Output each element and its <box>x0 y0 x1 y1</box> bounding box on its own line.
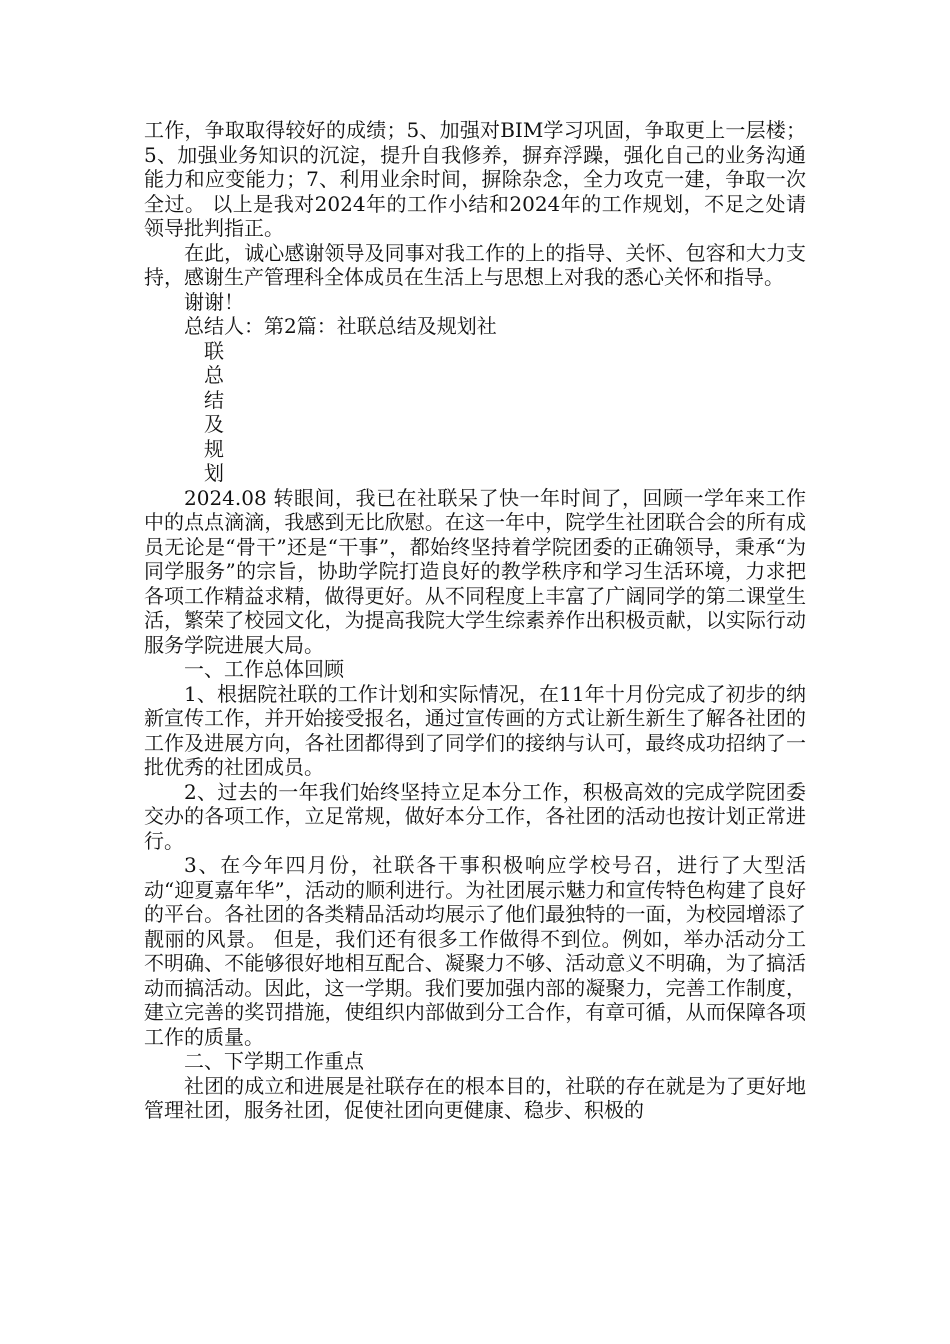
document-page <box>144 118 806 1123</box>
vertical-title-char: 联 <box>204 338 224 363</box>
vertical-title-char: 划 <box>204 461 224 485</box>
vertical-title-char: 规 <box>204 436 224 461</box>
paragraph-review-1: 1、根据院社联的工作计划和实际情况，在11年十月份完成了初步的纳新宣传工作，并开始接受报名，通过宣传画的方式让新生新生了解各社团的工作及进展方向，各社团都得到了同学们的接纳与认可，最终成功招纳了一批优秀的社团成员。 <box>144 681 806 779</box>
vertical-title-char: 结 <box>204 387 224 412</box>
vertical-title-char: 总 <box>204 363 224 387</box>
paragraph-review-3: 3、在今年四月份，社联各干事积极响应学校号召，进行了大型活动“迎夏嘉年华”，活动的顺利进行。为社团展示魅力和宣传特色构建了良好的平台。各社团的各类精品活动均展示了他们最独特的一面，为校园增添了靓丽的风景。 但是，我们还有很多工作做得不到位。例如，举办活动分工不明确、不能够很好地相互配合、凝聚力不够、活动意义不明确，为了搞活动而搞活动。因此，这一学期。我们要加强内部的凝聚力，完善工作制度，建立完善的奖罚措施，使组织内部做到分工合作，有章可循，从而保障各项工作的质量。 <box>144 853 806 1049</box>
section-heading-next-term: 二、下学期工作重点 <box>184 1049 364 1073</box>
paragraph-thank-you: 谢谢！ <box>184 289 244 314</box>
paragraph-work-plan: 工作，争取取得较好的成绩；5、加强对BIM学习巩固，争取更上一层楼；5、加强业务知识的沉淀，提升自我修养，摒弃浮躁，强化自己的业务沟通能力和应变能力；7、利用业余时间，摒除杂念，全力攻克一建，争取一次全过。 以上是我对2024年的工作小结和2024年的工作规划，不足之处请领导批判指正。 <box>144 118 806 240</box>
section-heading-review: 一、工作总体回顾 <box>184 657 344 681</box>
vertical-title-char: 及 <box>204 412 224 436</box>
paragraph-intro: 2024.08 转眼间，我已在社联呆了快一年时间了，回顾一学年来工作中的点点滴滴，我感到无比欣慰。在这一年中，院学生社团联合会的所有成员无论是“骨干”还是“干事”，都始终坚持着学院团委的正确领导，秉承“为同学服务”的宗旨，协助学院打造良好的教学秩序和学习生活环境，力求把各项工作精益求精，做得更好。从不同程度上丰富了广阔同学的第二课堂生活，繁荣了校园文化，为提高我院大学生综素养作出积极贡献，以实际行动服务学院进展大局。 <box>144 485 806 657</box>
paragraph-review-2: 2、过去的一年我们始终坚持立足本分工作，积极高效的完成学院团委交办的各项工作，立足常规，做好本分工作，各社团的活动也按计划正常进行。 <box>144 779 806 853</box>
paragraph-next-term: 社团的成立和进展是社联存在的根本目的，社联的存在就是为了更好地管理社团，服务社团，促使社团向更健康、稳步、积极的 <box>144 1073 806 1122</box>
paragraph-thanks: 在此，诚心感谢领导及同事对我工作的上的指导、关怀、包容和大力支持，感谢生产管理科全体成员在生活上与思想上对我的悉心关怀和指导。 <box>144 240 806 289</box>
paragraph-summarizer: 总结人：第2篇：社联总结及规划社 <box>184 314 497 338</box>
